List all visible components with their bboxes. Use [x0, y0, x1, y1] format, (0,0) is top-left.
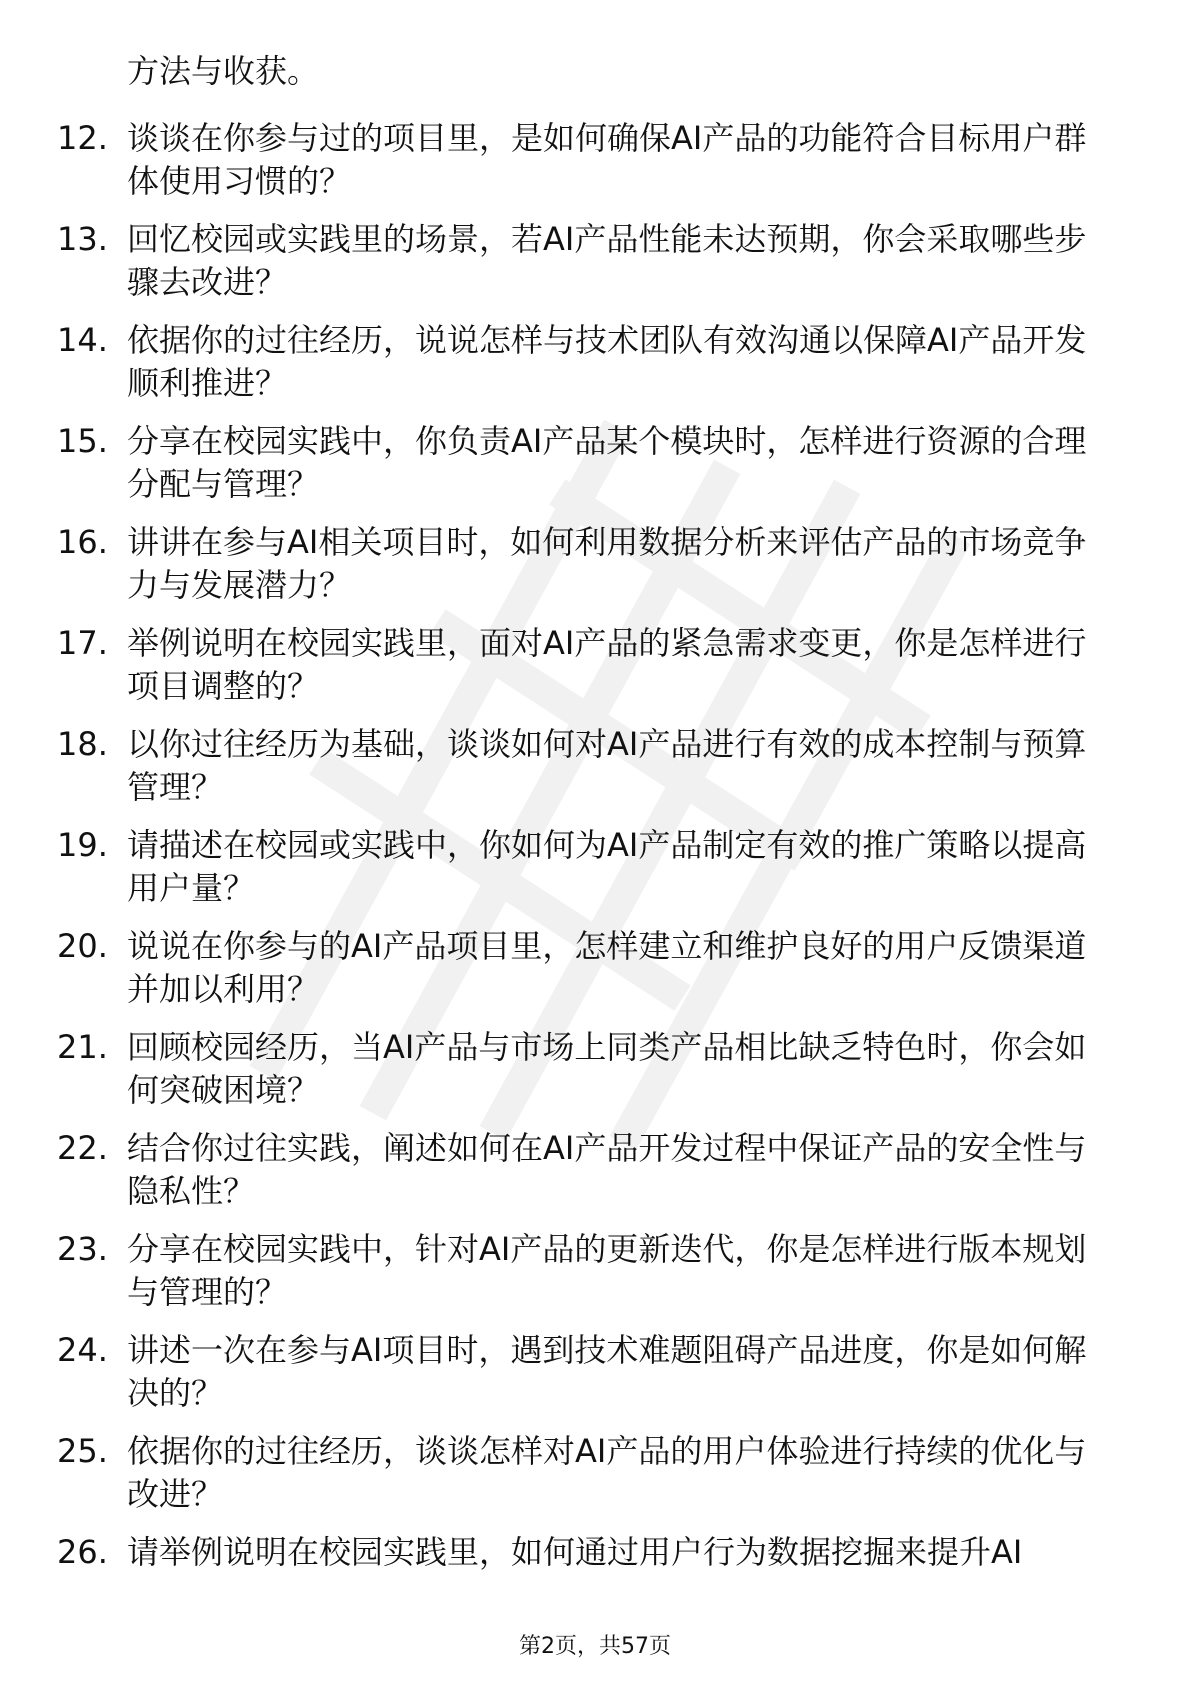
- question-item: [57, 521, 1117, 607]
- question-item: [57, 1329, 1117, 1415]
- question-number: 19.: [57, 826, 108, 864]
- question-item: [57, 925, 1117, 1011]
- question-list: [57, 117, 1117, 1574]
- question-text: 请举例说明在校园实践里，如何通过用户行为数据挖掘来提升AI: [127, 1533, 1023, 1571]
- question-item: [57, 420, 1117, 506]
- question-text: 回忆校园或实践里的场景，若AI产品性能未达预期，你会采取哪些步骤去改进？: [127, 220, 1087, 301]
- question-text: 回顾校园经历，当AI产品与市场上同类产品相比缺乏特色时，你会如何突破困境？: [127, 1028, 1087, 1109]
- question-list-section: [57, 50, 1117, 1589]
- question-item: [57, 723, 1117, 809]
- question-item: [57, 1531, 1117, 1574]
- question-number: 13.: [57, 220, 108, 258]
- question-number: 26.: [57, 1533, 108, 1571]
- continued-text: 方法与收获。: [127, 52, 320, 90]
- question-number: 21.: [57, 1028, 108, 1066]
- question-number: 23.: [57, 1230, 108, 1268]
- question-text: 分享在校园实践中，你负责AI产品某个模块时，怎样进行资源的合理分配与管理？: [127, 422, 1087, 503]
- question-item: [57, 1127, 1117, 1213]
- question-text: 举例说明在校园实践里，面对AI产品的紧急需求变更，你是怎样进行项目调整的？: [127, 624, 1087, 705]
- question-text: 讲述一次在参与AI项目时，遇到技术难题阻碍产品进度，你是如何解决的？: [127, 1331, 1087, 1412]
- question-text: 依据你的过往经历，谈谈怎样对AI产品的用户体验进行持续的优化与改进？: [127, 1432, 1087, 1513]
- question-item: [57, 1430, 1117, 1516]
- question-text: 说说在你参与的AI产品项目里，怎样建立和维护良好的用户反馈渠道并加以利用？: [127, 927, 1087, 1008]
- question-text: 结合你过往实践，阐述如何在AI产品开发过程中保证产品的安全性与隐私性？: [127, 1129, 1087, 1210]
- page-footer: 第2页，共57页: [519, 1634, 671, 1659]
- question-number: 24.: [57, 1331, 108, 1369]
- question-number: 18.: [57, 725, 108, 763]
- question-number: 12.: [57, 119, 108, 157]
- question-number: 14.: [57, 321, 108, 359]
- question-item: [57, 622, 1117, 708]
- question-number: 16.: [57, 523, 108, 561]
- question-item: [57, 1026, 1117, 1112]
- question-text: 依据你的过往经历，说说怎样与技术团队有效沟通以保障AI产品开发顺利推进？: [127, 321, 1087, 402]
- question-item: [57, 824, 1117, 910]
- question-text: 讲讲在参与AI相关项目时，如何利用数据分析来评估产品的市场竞争力与发展潜力？: [127, 523, 1087, 604]
- question-number: 15.: [57, 422, 108, 460]
- question-item: [57, 1228, 1117, 1314]
- question-item: [57, 319, 1117, 405]
- question-number: 20.: [57, 927, 108, 965]
- question-text: 请描述在校园或实践中，你如何为AI产品制定有效的推广策略以提高用户量？: [127, 826, 1087, 907]
- question-number: 25.: [57, 1432, 108, 1470]
- question-item: [57, 117, 1117, 203]
- question-number: 22.: [57, 1129, 108, 1167]
- question-text: 分享在校园实践中，针对AI产品的更新迭代，你是怎样进行版本规划与管理的？: [127, 1230, 1087, 1311]
- question-item: [57, 218, 1117, 304]
- question-number: 17.: [57, 624, 108, 662]
- question-text: 以你过往经历为基础，谈谈如何对AI产品进行有效的成本控制与预算管理？: [127, 725, 1087, 806]
- question-text: 谈谈在你参与过的项目里，是如何确保AI产品的功能符合目标用户群体使用习惯的？: [127, 119, 1087, 200]
